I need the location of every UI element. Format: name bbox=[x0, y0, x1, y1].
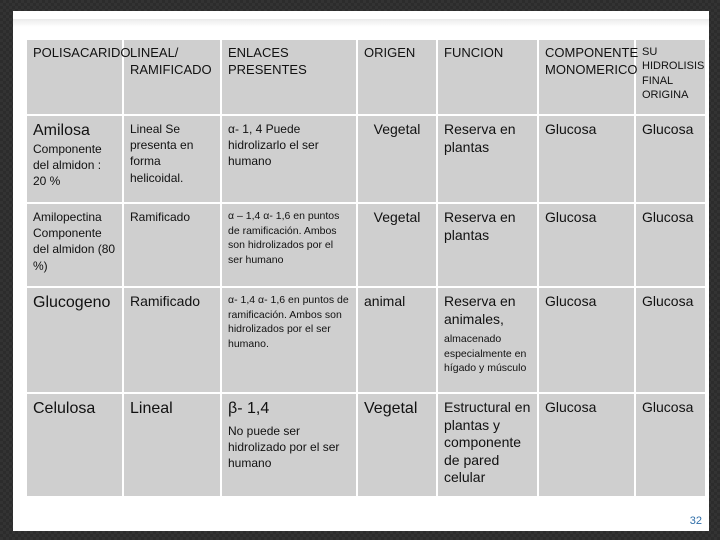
cell-funcion bbox=[437, 393, 538, 497]
cell-origen bbox=[357, 287, 437, 393]
cell-origen bbox=[357, 115, 437, 203]
table-row bbox=[26, 115, 706, 203]
origen-text: Vegetal bbox=[373, 121, 421, 137]
polysaccharide-table bbox=[25, 38, 707, 498]
cell-componente bbox=[538, 203, 635, 287]
cell-origen bbox=[357, 393, 437, 497]
hidrolisis-text: Glucosa bbox=[642, 399, 694, 415]
funcion-note: almacenado especialmente en hígado y músculo bbox=[444, 333, 527, 375]
cell-hidrolisis bbox=[635, 203, 706, 287]
header-hidrolisis: SU HIDROLISIS FINAL ORIGINA bbox=[635, 39, 706, 115]
cell-componente bbox=[538, 393, 635, 497]
funcion-text: Reserva en plantas bbox=[444, 121, 516, 155]
cell-enlaces bbox=[221, 287, 357, 393]
slide-top-shadow bbox=[13, 19, 709, 27]
funcion-text: Estructural en plantas y componente de pared celular bbox=[444, 399, 531, 485]
header-funcion: FUNCION bbox=[437, 39, 538, 115]
componente-text: Glucosa bbox=[545, 399, 597, 415]
cell-funcion bbox=[437, 203, 538, 287]
hidrolisis-text: Glucosa bbox=[642, 293, 694, 309]
cell-hidrolisis bbox=[635, 393, 706, 497]
origen-text: Vegetal bbox=[373, 209, 421, 225]
cell-polisacarido bbox=[26, 393, 123, 497]
polisacarido-name: Glucogeno bbox=[33, 294, 111, 311]
header-lineal-ramificado: LINEAL/ RAMIFICADO bbox=[123, 39, 221, 115]
componente-text: Glucosa bbox=[545, 121, 597, 137]
origen-text: Vegetal bbox=[364, 400, 418, 417]
lineal-text: Ramificado bbox=[130, 210, 191, 224]
header-origen: ORIGEN bbox=[357, 39, 437, 115]
table-row bbox=[26, 203, 706, 287]
componente-text: Glucosa bbox=[545, 293, 597, 309]
header-enlaces: ENLACES PRESENTES bbox=[221, 39, 357, 115]
lineal-text: Ramificado bbox=[130, 293, 201, 309]
enlaces-text: β- 1,4 bbox=[228, 400, 270, 417]
cell-componente bbox=[538, 287, 635, 393]
cell-lineal bbox=[123, 393, 221, 497]
cell-lineal bbox=[123, 287, 221, 393]
cell-enlaces bbox=[221, 393, 357, 497]
funcion-text: Reserva en animales, bbox=[444, 293, 516, 327]
lineal-text: Lineal Se presenta en forma helicoidal. bbox=[130, 122, 194, 185]
hidrolisis-text: Glucosa bbox=[642, 209, 694, 225]
funcion-text: Reserva en plantas bbox=[444, 209, 516, 243]
enlaces-note: No puede ser hidrolizado por el ser humano bbox=[228, 424, 340, 471]
cell-enlaces bbox=[221, 115, 357, 203]
table-row bbox=[26, 287, 706, 393]
cell-funcion bbox=[437, 115, 538, 203]
enlaces-text: α- 1,4 α- 1,6 en puntos de ramificación. Ambos son hidrolizados por el ser humano. bbox=[228, 294, 349, 351]
cell-lineal bbox=[123, 115, 221, 203]
cell-hidrolisis bbox=[635, 287, 706, 393]
table-header-row bbox=[26, 39, 706, 115]
lineal-text: Lineal bbox=[130, 400, 173, 417]
polisacarido-name: Amilosa bbox=[33, 122, 90, 139]
page-number: 32 bbox=[689, 515, 702, 527]
enlaces-text: α- 1, 4 Puede hidrolizarlo el ser humano bbox=[228, 122, 319, 169]
header-componente: COMPONENTE MONOMERICO bbox=[538, 39, 635, 115]
table-row bbox=[26, 393, 706, 497]
cell-hidrolisis bbox=[635, 115, 706, 203]
enlaces-text: α – 1,4 α- 1,6 en puntos de ramificación. Ambos son hidrolizados por el ser humano bbox=[228, 210, 340, 267]
cell-lineal bbox=[123, 203, 221, 287]
polisacarido-name: Celulosa bbox=[33, 400, 96, 417]
polisacarido-name: Amilopectina Componente del almidon (80 %) bbox=[33, 210, 116, 273]
cell-polisacarido bbox=[26, 115, 123, 203]
hidrolisis-text: Glucosa bbox=[642, 121, 694, 137]
cell-funcion bbox=[437, 287, 538, 393]
cell-enlaces bbox=[221, 203, 357, 287]
cell-componente bbox=[538, 115, 635, 203]
cell-polisacarido bbox=[26, 203, 123, 287]
polisacarido-note: Componente del almidon : 20 % bbox=[33, 142, 102, 189]
cell-origen bbox=[357, 203, 437, 287]
componente-text: Glucosa bbox=[545, 209, 597, 225]
header-polisacarido: POLISACARIDO bbox=[26, 39, 123, 115]
cell-polisacarido bbox=[26, 287, 123, 393]
origen-text: animal bbox=[364, 293, 406, 309]
